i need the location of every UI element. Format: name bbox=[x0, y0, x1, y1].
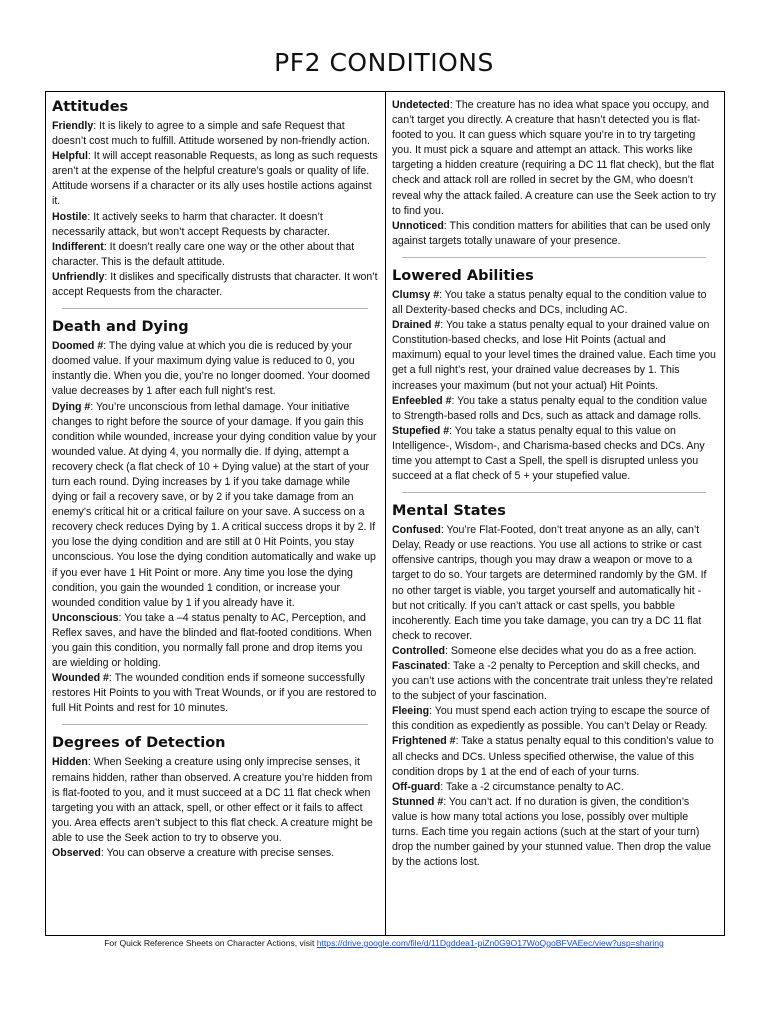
condition-stupefied bbox=[392, 424, 716, 484]
condition-name: Enfeebled # bbox=[392, 394, 452, 407]
condition-friendly bbox=[52, 119, 378, 149]
condition-description: : You’re Flat-Footed, don’t treat anyone as an ally, can’t Delay, Ready or use reactions. You use all actions to strike or cast offensive cantrips, though you may draw a weapon or move to a target to do so. Your targets are determined randomly by the GM. If no other target is viable, you target yourself and automatically hit - but not critically. If you can’t attack or cast spells, you babble incoherently. Each time you take damage, you can try a DC 11 flat check to recover. bbox=[392, 524, 707, 642]
condition-name: Undetected bbox=[392, 99, 450, 111]
condition-description: : You take a status penalty equal to this value on Intelligence-, Wisdom-, and Charisma-based checks and DCs. Any time you attempt to Cast a Spell, the spell is disrupted unless you succeed at a flat check of 5 + your stupefied value. bbox=[392, 424, 705, 483]
section-divider bbox=[62, 724, 368, 725]
condition-unnoticed bbox=[392, 219, 716, 249]
condition-description: : It dislikes and specifically distrusts that character. It won’t accept Requests from the character. bbox=[52, 270, 378, 299]
section-mental-states bbox=[392, 502, 716, 870]
condition-clumsy bbox=[392, 288, 716, 318]
footer-note bbox=[0, 937, 768, 949]
condition-confused bbox=[392, 523, 716, 644]
condition-name: Dying # bbox=[52, 400, 91, 413]
condition-fascinated bbox=[392, 659, 716, 704]
condition-description: : Take a -2 circumstance penalty to AC. bbox=[440, 780, 624, 793]
condition-name: Unnoticed bbox=[392, 219, 444, 232]
condition-hostile bbox=[52, 210, 378, 240]
condition-controlled bbox=[392, 644, 716, 659]
condition-description: : This condition matters for abilities that can be used only against targets totally unaware of your presence. bbox=[392, 219, 711, 247]
condition-name: Stupefied # bbox=[392, 424, 450, 437]
condition-enfeebled bbox=[392, 394, 716, 424]
condition-description: : Take a status penalty equal to this condition’s value to all checks and DCs. Unless specified otherwise, the value of this condition drops by 1 at the end of each of your turns. bbox=[392, 735, 714, 778]
condition-name: Friendly bbox=[52, 120, 94, 132]
section-attitudes bbox=[52, 98, 378, 300]
condition-name: Unfriendly bbox=[52, 270, 105, 283]
condition-name: Observed bbox=[52, 847, 101, 860]
section-divider bbox=[402, 492, 706, 493]
condition-hidden bbox=[52, 755, 378, 846]
section-heading: Death and Dying bbox=[52, 319, 189, 336]
condition-description: : It doesn’t really care one way or the other about that character. This is the default attitude. bbox=[52, 240, 355, 268]
condition-name: Drained # bbox=[392, 319, 441, 332]
condition-description: : You can observe a creature with precise senses. bbox=[100, 847, 335, 860]
condition-description: : You can’t act. If no duration is given, the condition’s value is how many total actions you lose, possibly over multiple turns. Each time you regain actions (such at the start of your turn) drop the number gained by your stunned value. Then drop the value by the actions lost. bbox=[392, 795, 712, 869]
condition-description: : The creature has no idea what space you occupy, and can’t target you directly. A creature that hasn’t detected you is flat-footed to you. It can guess which square you’re in to try targeting you. It must pick a square and attempt an attack. This works like targeting a hidden creature (requiring a DC 11 flat check), but the flat check and attack roll are rolled in secret by the GM, who doesn’t reveal why the attack failed. A creature can use the Seek action to try to find you. bbox=[392, 99, 716, 217]
condition-name: Frightened # bbox=[392, 735, 456, 748]
condition-description: : The dying value at which you die is reduced by your doomed value. If your maximum dying value is reduced to 0, you instantly die. When you die, you’re no longer doomed. Your doomed value decreases by 1 after each full night’s rest. bbox=[52, 340, 371, 398]
section-heading: Mental States bbox=[392, 503, 506, 520]
condition-name: Confused bbox=[392, 524, 441, 537]
section-divider bbox=[62, 308, 368, 309]
condition-description: : You take a –4 status penalty to AC, Perception, and Reflex saves, and have the blinded and flat-footed conditions. When you gain this condition, you normally fall prone and drop items you are wielding or holding. bbox=[52, 611, 372, 670]
condition-description: : You must spend each action trying to escape the source of this condition as expediently as possible. You can’t Delay or Ready. bbox=[392, 705, 710, 733]
condition-description: : Someone else decides what you do as a free action. bbox=[444, 644, 697, 657]
section-degrees-of-detection bbox=[52, 734, 378, 861]
condition-wounded bbox=[52, 671, 378, 716]
condition-description: : Take a -2 penalty to Perception and skill checks, and you can’t use actions with the concentrate trait unless they’re related to the subject of your fascination. bbox=[392, 660, 713, 703]
condition-description: : You take a status penalty equal to your drained value on Constitution-based checks, and lose Hit Points (actual and maximum) equal to your level times the drained value. Each time you get a full night’s rest, your drained value decreases by 1. This increases your maximum (but not your actual) Hit Points. bbox=[392, 319, 716, 392]
condition-unfriendly bbox=[52, 270, 378, 300]
footer-text: For Quick Reference Sheets on Character Actions, visit bbox=[104, 938, 317, 948]
condition-off-guard bbox=[392, 780, 716, 795]
condition-name: Off-guard bbox=[392, 780, 441, 793]
condition-description: : You’re unconscious from lethal damage. Your initiative changes to right before the source of your damage. If you gain this condition while wounded, increase your dying condition value by your wounded value. At dying 4, you normally die. If dying, attempt a recovery check (a flat check of 10 + Dying value) at the start of your turn each round. Dying increases by 1 if you take damage while dying or fail a recovery save, or by 2 if you take damage from an enemy’s critical hit or a critical failure on your save. A success on a recovery check reduces Dying by 1. A critical success drops it by 2. If you lose the dying condition and are still at 0 Hit Points, you stay unconscious. You lose the dying condition automatically and wake up if you ever have 1 Hit Point or more. Any time you lose the dying condition, you gain the wounded 1 condition, or increase your wounded condition value by 1 if you already have it. bbox=[52, 400, 377, 609]
condition-description: : You take a status penalty equal to the condition value to Strength-based rolls and Dcs, such as attack and damage rolls. bbox=[392, 394, 708, 422]
condition-description: : It actively seeks to harm that character. It doesn’t necessarily attack, but won’t accept Requests by character. bbox=[52, 210, 330, 238]
condition-helpful bbox=[52, 149, 378, 209]
condition-name: Clumsy # bbox=[392, 288, 440, 301]
condition-unconscious bbox=[52, 611, 378, 671]
condition-name: Hostile bbox=[52, 210, 88, 223]
condition-indifferent bbox=[52, 240, 378, 270]
condition-fleeing bbox=[392, 704, 716, 734]
condition-observed bbox=[52, 846, 378, 861]
right-column bbox=[386, 92, 723, 935]
condition-description: : It will accept reasonable Requests, as long as such requests aren’t at the expense of the helpful creature’s goals or quality of life. Attitude worsens if a character or its ally uses hostile actions against it. bbox=[52, 150, 378, 208]
condition-frightened bbox=[392, 734, 716, 779]
section-divider bbox=[402, 257, 706, 258]
condition-name: Controlled bbox=[392, 644, 445, 657]
condition-name: Doomed # bbox=[52, 340, 104, 353]
condition-doomed bbox=[52, 339, 378, 399]
section-detection-continued bbox=[392, 98, 716, 249]
section-heading: Lowered Abilities bbox=[392, 267, 534, 284]
condition-description: : It is likely to agree to a simple and safe Request that doesn’t cost much to fulfill. Attitude worsened by non-friendly action. bbox=[52, 120, 370, 148]
section-heading: Attitudes bbox=[52, 99, 129, 115]
condition-drained bbox=[392, 318, 716, 393]
condition-undetected bbox=[392, 98, 716, 219]
condition-stunned bbox=[392, 795, 716, 870]
condition-dying bbox=[52, 400, 378, 611]
left-column bbox=[46, 92, 386, 935]
condition-name: Unconscious bbox=[52, 611, 119, 624]
footer-link[interactable]: https://drive.google.com/file/d/11Dgddea1-piZn0G9O17WoQgoBFVAEec/view?usp=sharing bbox=[316, 938, 664, 948]
condition-name: Fleeing bbox=[392, 705, 430, 718]
condition-name: Indifferent bbox=[52, 240, 104, 253]
page-title: PF2 CONDITIONS bbox=[274, 48, 494, 77]
section-death-and-dying bbox=[52, 318, 378, 716]
section-heading: Degrees of Detection bbox=[52, 735, 226, 752]
condition-name: Hidden bbox=[52, 756, 88, 769]
section-lowered-abilities bbox=[392, 267, 716, 484]
condition-description: : You take a status penalty equal to the condition value to all Dexterity-based checks and DCs, including AC. bbox=[392, 288, 707, 317]
condition-name: Stunned # bbox=[392, 795, 444, 808]
condition-name: Helpful bbox=[52, 150, 88, 163]
condition-description: : The wounded condition ends if someone successfully restores Hit Points to you with Treat Wounds, or if you are restored to full Hit Points and rest for 10 minutes. bbox=[52, 672, 377, 715]
condition-name: Fascinated bbox=[392, 660, 448, 672]
condition-name: Wounded # bbox=[52, 672, 109, 685]
conditions-table bbox=[45, 91, 725, 936]
condition-description: : When Seeking a creature using only imprecise senses, it remains hidden, rather than observed. A creature you’re hidden from is flat-footed to you, and it must succeed at a DC 11 flat check when targeting you with an attack, spell, or other effect or it fails to affect you. Area effects aren’t subject to this flat check. A creature might be able to use the Seek action to try to observe you. bbox=[52, 756, 373, 844]
